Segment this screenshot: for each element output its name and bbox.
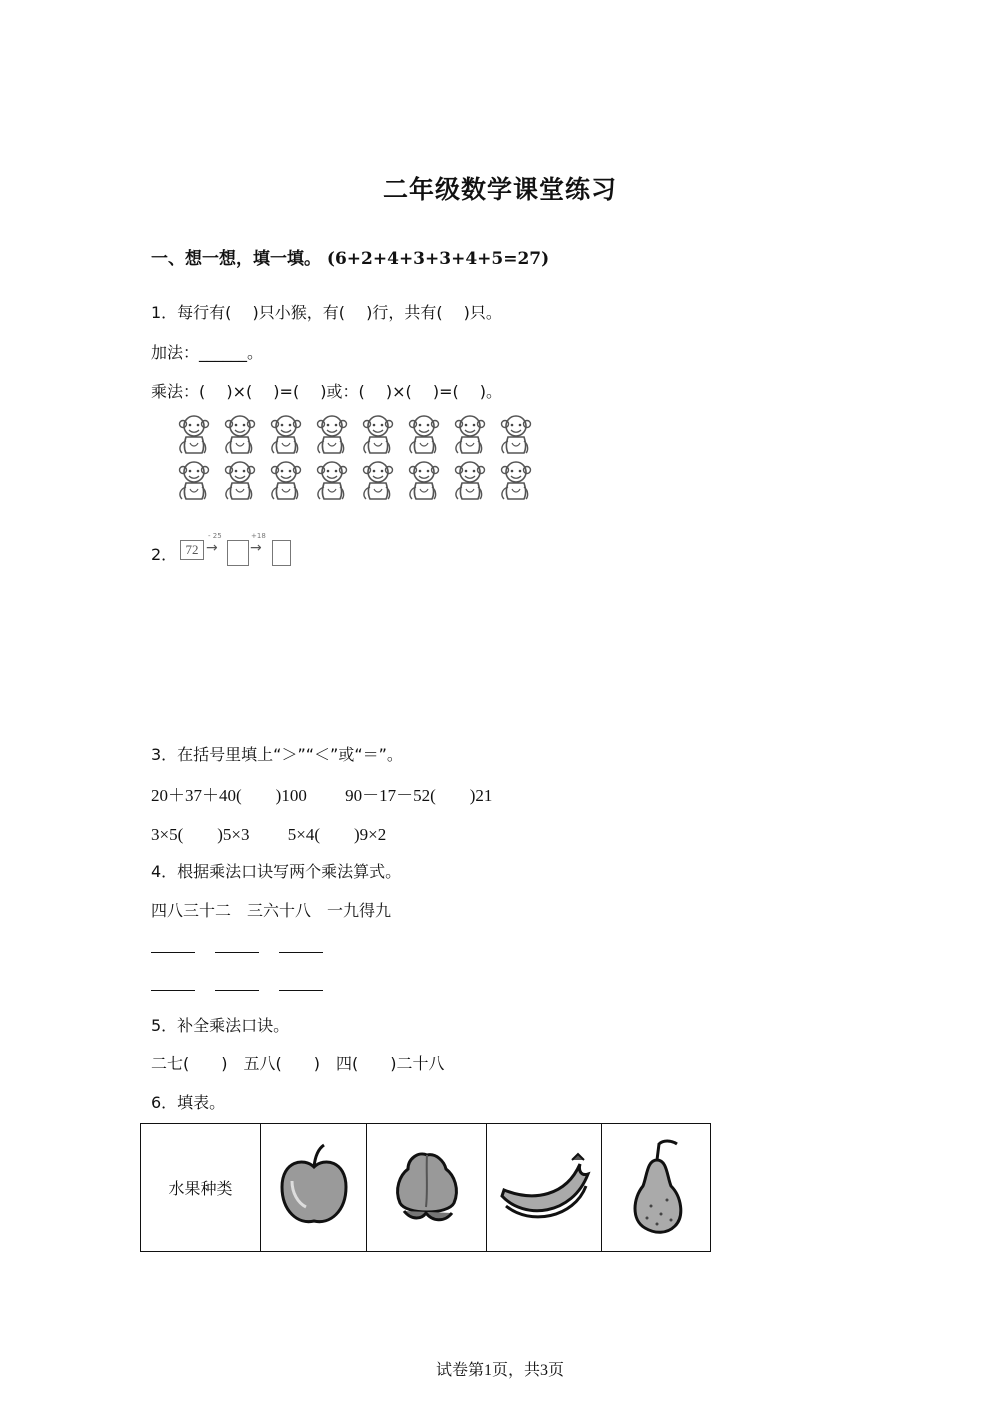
monkey-icon bbox=[312, 413, 358, 459]
monkey-icon bbox=[496, 459, 542, 505]
monkey-icon bbox=[174, 413, 220, 459]
monkey-icon bbox=[220, 459, 266, 505]
section-heading bbox=[151, 244, 549, 269]
arrow-icon: → bbox=[250, 540, 262, 556]
section-heading-text: 一、想一想，填一填。 bbox=[151, 249, 321, 269]
answer-line[interactable] bbox=[215, 938, 259, 953]
page-footer: 试卷第1页，共3页 bbox=[435, 1362, 564, 1379]
answer-line[interactable] bbox=[279, 938, 323, 953]
answer-line[interactable] bbox=[279, 976, 323, 991]
monkey-icon bbox=[450, 459, 496, 505]
peach-icon bbox=[367, 1124, 487, 1252]
monkey-icon bbox=[266, 413, 312, 459]
monkey-icon bbox=[450, 413, 496, 459]
question-4-text: 4．根据乘法口诀写两个乘法算式。 bbox=[151, 862, 402, 881]
monkey-row bbox=[174, 459, 544, 505]
question-5-items: 二七( ) 五八( ) 四( )二十八 bbox=[151, 1054, 445, 1073]
monkey-icon bbox=[220, 413, 266, 459]
question-1-text: 1．每行有( )只小猴，有( )行，共有( )只。 bbox=[151, 303, 502, 322]
question-4-rhymes: 四八三十二 三六十八 一九得九 bbox=[151, 901, 392, 920]
pear-icon bbox=[602, 1124, 711, 1252]
monkey-icon bbox=[358, 413, 404, 459]
monkey-icon bbox=[404, 459, 450, 505]
section-score: (6+2+4+3+3+4+5=27) bbox=[326, 249, 550, 269]
arrow-icon: → bbox=[206, 540, 218, 556]
operation-plus-label: +18 bbox=[251, 532, 266, 540]
question-3-row-2: 3×5( )5×3 5×4( )9×2 bbox=[151, 825, 387, 844]
answer-line[interactable] bbox=[215, 976, 259, 991]
fruit-table bbox=[140, 1123, 711, 1252]
question-1-addition: 加法：______。 bbox=[151, 343, 264, 362]
monkey-icon bbox=[496, 413, 542, 459]
answer-lines-row-2 bbox=[151, 976, 343, 995]
question-5-text: 5．补全乘法口诀。 bbox=[151, 1016, 290, 1035]
answer-box-1[interactable] bbox=[227, 540, 249, 566]
monkey-icon bbox=[312, 459, 358, 505]
fruit-type-header: 水果种类 bbox=[141, 1124, 261, 1252]
monkey-icon bbox=[358, 459, 404, 505]
monkey-icon bbox=[266, 459, 312, 505]
operation-minus-label: - 25 bbox=[208, 532, 222, 540]
question-1-multiplication: 乘法：( )×( )=( )或：( )×( )=( )。 bbox=[151, 382, 503, 401]
answer-line[interactable] bbox=[151, 938, 195, 953]
start-number-box: 72 bbox=[180, 540, 204, 560]
monkey-row bbox=[174, 413, 544, 459]
question-2-number: 2． bbox=[151, 545, 178, 564]
monkey-icon bbox=[404, 413, 450, 459]
answer-line[interactable] bbox=[151, 976, 195, 991]
question-3-row-1: 20＋37＋40( )100 90－17－52( )21 bbox=[151, 786, 493, 805]
page-title: 二年级数学课堂练习 bbox=[382, 175, 617, 204]
answer-lines-row-1 bbox=[151, 938, 343, 957]
question-3-text: 3．在括号里填上“＞”“＜”或“＝”。 bbox=[151, 745, 403, 764]
answer-box-2[interactable] bbox=[272, 540, 291, 566]
monkey-grid bbox=[174, 413, 544, 505]
banana-icon bbox=[487, 1124, 602, 1252]
question-6-text: 6．填表。 bbox=[151, 1093, 226, 1112]
apple-icon bbox=[261, 1124, 367, 1252]
monkey-icon bbox=[174, 459, 220, 505]
